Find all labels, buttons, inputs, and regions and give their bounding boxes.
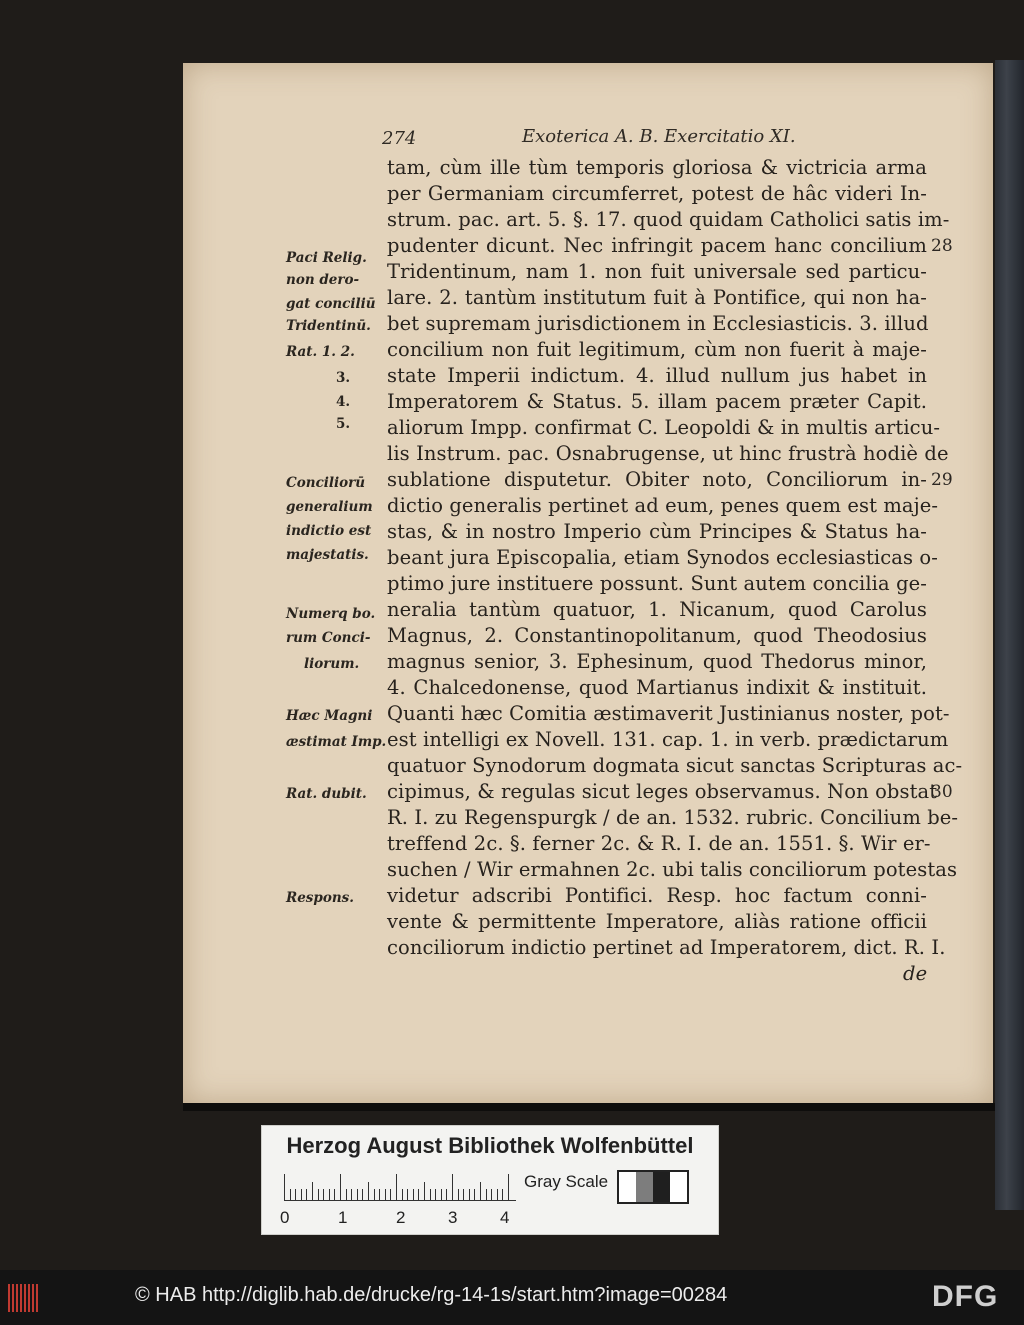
margin-note: non dero- — [286, 272, 360, 288]
margin-note: 3. — [336, 370, 351, 386]
text-line: concilium non fuit legitimum, cùm non fuerit à maje- — [387, 338, 927, 361]
ruler-tick — [306, 1189, 307, 1200]
ruler-tick — [430, 1189, 431, 1200]
ruler-number: 1 — [338, 1208, 348, 1227]
text-line: Tridentinum, nam 1. non fuit universale sed particu- — [387, 260, 927, 283]
ruler-tick — [486, 1189, 487, 1200]
text-line: Imperatorem & Status. 5. illam pacem præter Capit. — [387, 390, 927, 413]
ruler-tick — [508, 1174, 509, 1200]
text-line: vente & permittente Imperatore, aliàs ratione officii — [387, 910, 927, 933]
text-line: sublatione disputetur. Obiter noto, Conciliorum in- — [387, 468, 927, 491]
ruler-tick — [340, 1174, 341, 1200]
ruler-tick — [284, 1174, 285, 1200]
ruler-tick — [407, 1189, 408, 1200]
text-line: strum. pac. art. 5. §. 17. quod quidam Catholici satis im- — [387, 208, 950, 231]
text-line: pudenter dicunt. Nec infringit pacem hanc concilium — [387, 234, 927, 257]
margin-note: æstimat Imp. — [286, 734, 387, 750]
text-line: bet supremam jurisdictionem in Ecclesiasticis. 3. illud — [387, 312, 929, 335]
text-line: quatuor Synodorum dogmata sicut sanctas Scripturas ac- — [387, 754, 963, 777]
ruler-tick — [497, 1189, 498, 1200]
text-line: state Imperii indictum. 4. illud nullum jus habet in — [387, 364, 927, 387]
ruler-tick — [418, 1189, 419, 1200]
margin-note: rum Conci- — [286, 630, 371, 646]
ruler-number: 2 — [396, 1208, 406, 1227]
text-line: beant jura Episcopalia, etiam Synodos ecclesiasticas o- — [387, 546, 938, 569]
ruler-tick — [469, 1189, 470, 1200]
text-line: dictio generalis pertinet ad eum, penes quem est maje- — [387, 494, 939, 517]
ruler-tick — [318, 1189, 319, 1200]
text-line: est intelligi ex Novell. 131. cap. 1. in verb. prædictarum — [387, 728, 949, 751]
ruler-tick — [458, 1189, 459, 1200]
text-line: magnus senior, 3. Ephesinum, quod Thedorus minor, — [387, 650, 927, 673]
ruler-tick — [480, 1182, 481, 1200]
ruler-tick — [368, 1182, 369, 1200]
text-line: per Germaniam circumferret, potest de hâc videri In- — [387, 182, 927, 205]
ruler-tick — [463, 1189, 464, 1200]
margin-note: Rat. dubit. — [286, 786, 367, 802]
margin-note: gat conciliū — [286, 296, 376, 312]
ruler-tick — [424, 1182, 425, 1200]
gray-swatch — [653, 1172, 670, 1202]
margin-note: generalium — [286, 499, 373, 515]
gray-swatch — [619, 1172, 636, 1202]
ruler-tick — [390, 1189, 391, 1200]
ruler-tick — [329, 1189, 330, 1200]
ruler-tick — [290, 1189, 291, 1200]
margin-note: indictio est — [286, 523, 372, 539]
page-shadow — [183, 1103, 995, 1111]
ruler-tick — [374, 1189, 375, 1200]
margin-note: Rat. 1. 2. — [286, 344, 355, 360]
text-line: tam, cùm ille tùm temporis gloriosa & victricia arma — [387, 156, 927, 179]
ruler-tick — [491, 1189, 492, 1200]
margin-note: Paci Relig. — [286, 250, 367, 266]
ruler-tick — [323, 1189, 324, 1200]
section-number: 30 — [931, 782, 953, 802]
ruler-tick — [441, 1189, 442, 1200]
text-line: suchen / Wir ermahnen 2c. ubi talis conciliorum potestas — [387, 858, 958, 881]
ruler-tick — [446, 1189, 447, 1200]
running-title: Exoterica A. B. Exercitatio XI. — [522, 126, 796, 147]
text-line: 4. Chalcedonense, quod Martianus indixit & instituit. — [387, 676, 927, 699]
viewer-footer — [0, 1270, 1024, 1325]
text-line: videtur adscribi Pontifici. Resp. hoc factum conni- — [387, 884, 927, 907]
text-line: stas, & in nostro Imperio cùm Principes & Status ha- — [387, 520, 927, 543]
text-line: ptimo jure instituere possunt. Sunt autem concilia ge- — [387, 572, 927, 595]
ruler-tick — [312, 1182, 313, 1200]
ruler-tick — [413, 1189, 414, 1200]
ruler-number: 4 — [500, 1208, 510, 1227]
page-number: 274 — [382, 128, 417, 149]
gray-scale-label: Gray Scale — [524, 1172, 609, 1191]
library-name: Herzog August Bibliothek Wolfenbüttel — [286, 1133, 694, 1158]
ruler-baseline — [284, 1200, 516, 1201]
margin-note: Hæc Magni — [286, 708, 373, 724]
ruler-tick — [385, 1189, 386, 1200]
catchword: de — [903, 962, 928, 985]
ruler-tick — [502, 1189, 503, 1200]
ruler-tick — [396, 1174, 397, 1200]
ruler-number: 0 — [280, 1208, 290, 1227]
copyright-url[interactable]: © HAB http://diglib.hab.de/drucke/rg-14-1s/start.htm?image=00284 — [135, 1284, 728, 1306]
text-line: cipimus, & regulas sicut leges observamus. Non obstat — [387, 780, 938, 803]
ruler-tick — [346, 1189, 347, 1200]
text-line: neralia tantùm quatuor, 1. Nicanum, quod Carolus — [387, 598, 927, 621]
text-line: lis Instrum. pac. Osnabrugense, ut hinc frustrà hodiè de — [387, 442, 949, 465]
ruler-tick — [351, 1189, 352, 1200]
margin-note: Tridentinū. — [286, 318, 371, 334]
scan-calibration-label — [261, 1125, 719, 1235]
text-line: conciliorum indictio pertinet ad Imperatorem, dict. R. I. — [387, 936, 946, 959]
ruler-tick — [362, 1189, 363, 1200]
margin-note: Respons. — [286, 890, 354, 906]
ruler-tick — [357, 1189, 358, 1200]
margin-note: 4. — [336, 394, 351, 410]
margin-note: liorum. — [304, 656, 360, 672]
section-number: 28 — [931, 236, 953, 256]
margin-note: majestatis. — [286, 547, 369, 563]
text-line: R. I. zu Regenspurgk / de an. 1532. rubric. Concilium be- — [387, 806, 959, 829]
ruler-tick — [301, 1189, 302, 1200]
text-line: Quanti hæc Comitia æstimaverit Justinianus noster, pot- — [387, 702, 950, 725]
margin-note: Numerq bo. — [286, 606, 376, 622]
ruler-tick — [402, 1189, 403, 1200]
ruler-number: 3 — [448, 1208, 458, 1227]
margin-note: 5. — [336, 416, 351, 432]
text-line: lare. 2. tantùm institutum fuit à Pontifice, qui non ha- — [387, 286, 927, 309]
text-line: aliorum Impp. confirmat C. Leopoldi & in multis articu- — [387, 416, 941, 439]
ruler-tick — [452, 1174, 453, 1200]
ruler-tick — [474, 1189, 475, 1200]
ruler-tick — [379, 1189, 380, 1200]
margin-note: Conciliorū — [286, 475, 366, 491]
measurement-ruler — [284, 1172, 516, 1200]
gray-scale-swatches — [617, 1170, 689, 1204]
text-line: treffend 2c. §. ferner 2c. & R. I. de an. 1551. §. Wir er- — [387, 832, 931, 855]
scan-edge-strip — [995, 60, 1024, 1210]
gray-swatch — [670, 1172, 687, 1202]
dfg-logo: DFG — [932, 1280, 999, 1313]
ruler-tick — [435, 1189, 436, 1200]
text-line: Magnus, 2. Constantinopolitanum, quod Theodosius — [387, 624, 927, 647]
ruler-tick — [334, 1189, 335, 1200]
section-number: 29 — [931, 470, 953, 490]
barcode-icon — [8, 1284, 42, 1312]
ruler-tick — [295, 1189, 296, 1200]
gray-swatch — [636, 1172, 653, 1202]
